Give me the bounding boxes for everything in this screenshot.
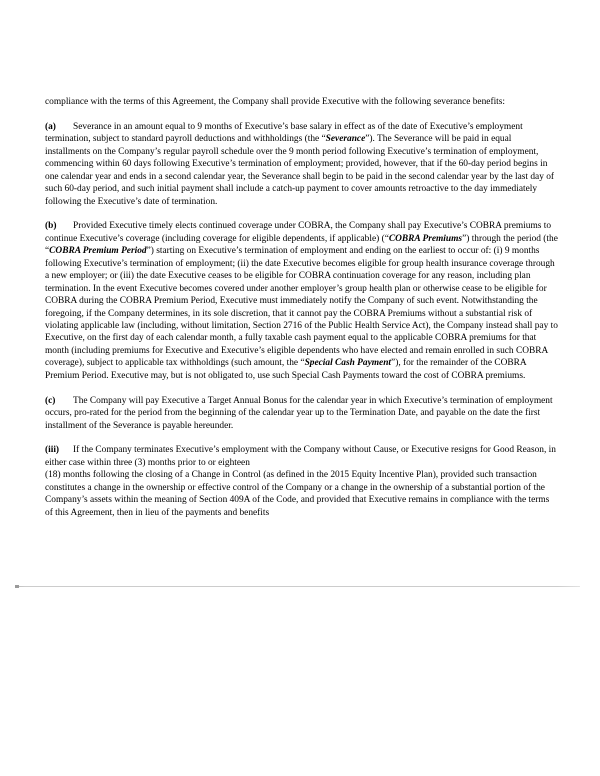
paragraph-list (45, 121, 559, 519)
paragraph-text (45, 396, 553, 431)
paragraph-text (45, 122, 554, 207)
text-run: ”), for the remainder of the COBRA Premium Period. Executive may, but is not obligated to, use such Special Cash Payments toward the cost of COBRA premiums. (45, 358, 527, 381)
page-divider (15, 586, 580, 587)
paragraph-text (45, 445, 556, 517)
text-run: Severance in an amount equal to 9 months of Executive’s base salary in effect as of the date of Executive’s employment termination, subject to standard payroll deductions and withholdings (the “ (45, 121, 523, 145)
document-content (45, 96, 559, 532)
divider-tip (15, 585, 19, 588)
defined-term: COBRA Premium Period (49, 246, 147, 257)
defined-term: Special Cash Payment (304, 358, 392, 369)
intro-paragraph (45, 96, 559, 108)
defined-term: COBRA Premiums (388, 233, 463, 244)
text-run: ”) starting on Executive’s termination of employment and ending on the earliest to occur of: (i) 9 months following Executive’s termination of employment; (ii) the date Executive becomes eligible for group health insurance coverage through a new employer; or (iii) the date Executive ceases to be eligible for COBRA continuation coverage for any reason, including plan termination. In the event Executive becomes covered under another employer’s group health plan or otherwise cease to be eligible for COBRA during the COBRA Premium Period, Executive must immediately notify the Company of such event. Notwithstanding the foregoing, if the Company determines, in its sole discretion, that it cannot pay the COBRA Premiums without a substantial risk of violating applicable law (including, without limitation, Section 2716 of the Public Health Service Act), the Company instead shall pay to Executive, on the first day of each calendar month, a fully taxable cash payment equal to the applicable COBRA premiums for that month (including premiums for Executive and Executive’s eligible dependents who have elected and remain enrolled in such COBRA coverage), subject to applicable tax withholdings (such amount, the “ (45, 246, 558, 369)
text-run: The Company will pay Executive a Target Annual Bonus for the calendar year in which Executive’s termination of employment occurs, pro-rated for the period from the beginning of the calendar year up to the Termination Date, and payable on the date the first installment of the Severance is payable hereunder. (45, 395, 553, 431)
text-run: (18) months following the closing of a Change in Control (as defined in the 2015 Equity Incentive Plan), provided such transaction constitutes a change in the ownership or effective control of the Company or a change in the ownership of a substantial portion of the Company’s assets within the meaning of Section 409A of the Code, and provided that Executive remains in compliance with the terms of this Agreement, then in lieu of the payments and benefits (45, 470, 550, 518)
document-paragraph (45, 444, 559, 519)
paragraph-label: (iii) (45, 445, 60, 456)
paragraph-label: (c) (45, 395, 56, 406)
document-paragraph (45, 220, 559, 382)
document-paragraph (45, 395, 559, 432)
paragraph-text (45, 221, 558, 380)
paragraph-label: (b) (45, 221, 57, 232)
defined-term: Severance (325, 134, 366, 145)
paragraph-label: (a) (45, 121, 56, 132)
text-run: ”). The Severance will be paid in equal installments on the Company’s regular payroll schedule over the 9 month period following Executive’s termination of employment, commencing within 60 days following Executive’s termination of employment; provided, however, that if the 60-day period begins in one calendar year and ends in a second calendar year, the Severance shall begin to be paid in the second calendar year by the last day of such 60-day period, and such initial payment shall include a catch-up payment to cover amounts retroactive to the day immediately following the Executive’s date of termination. (45, 134, 555, 207)
document-paragraph (45, 121, 559, 208)
text-run: compliance with the terms of this Agreement, the Company shall provide Executive with the following severance benefits: (45, 97, 506, 107)
text-run: If the Company terminates Executive’s employment with the Company without Cause, or Executive resigns for Good Reason, in either case within three (3) months prior to or eighteen (45, 445, 556, 468)
text-run: Provided Executive timely elects continued coverage under COBRA, the Company shall pay Executive’s COBRA premiums to continue Executive’s coverage (including coverage for eligible dependents, if applicable) (“ (45, 221, 552, 244)
text-run: ”) through the period (the “ (45, 233, 558, 257)
